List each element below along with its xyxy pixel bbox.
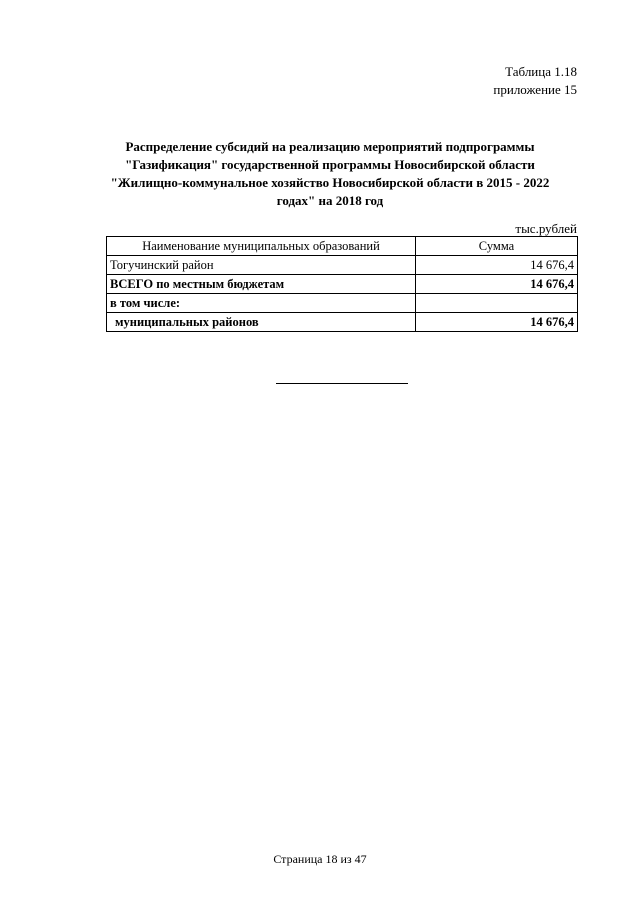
row-sum: 14 676,4 <box>416 313 578 332</box>
page-number: Страница 18 из 47 <box>273 852 367 866</box>
title-line: "Жилищно-коммунальное хозяйство Новосибирской области в 2015 - 2022 <box>110 175 550 190</box>
title-line: "Газификация" государственной программы Новосибирской области <box>125 157 535 172</box>
separator-line <box>276 383 408 384</box>
subsidy-table <box>106 236 578 332</box>
row-name: в том числе: <box>107 294 416 313</box>
table-row-total <box>107 275 578 294</box>
row-name: ВСЕГО по местным бюджетам <box>107 275 416 294</box>
column-header-sum: Сумма <box>416 237 578 256</box>
table-header-row <box>107 237 578 256</box>
title-line: годах" на 2018 год <box>276 193 384 208</box>
title-line: Распределение субсидий на реализацию мероприятий подпрограммы <box>125 139 535 154</box>
row-sum: 14 676,4 <box>416 275 578 294</box>
row-name: муниципальных районов <box>107 313 416 332</box>
row-sum: 14 676,4 <box>416 256 578 275</box>
row-name: Тогучинский район <box>107 256 416 275</box>
table-row-subheading <box>107 294 578 313</box>
table-number: Таблица 1.18 <box>505 64 577 79</box>
units-label: тыс.рублей <box>515 221 577 236</box>
table-row <box>107 313 578 332</box>
row-sum <box>416 294 578 313</box>
appendix-label: приложение 15 <box>493 82 577 97</box>
document-title <box>100 138 560 210</box>
column-header-name: Наименование муниципальных образований <box>107 237 416 256</box>
table-row <box>107 256 578 275</box>
